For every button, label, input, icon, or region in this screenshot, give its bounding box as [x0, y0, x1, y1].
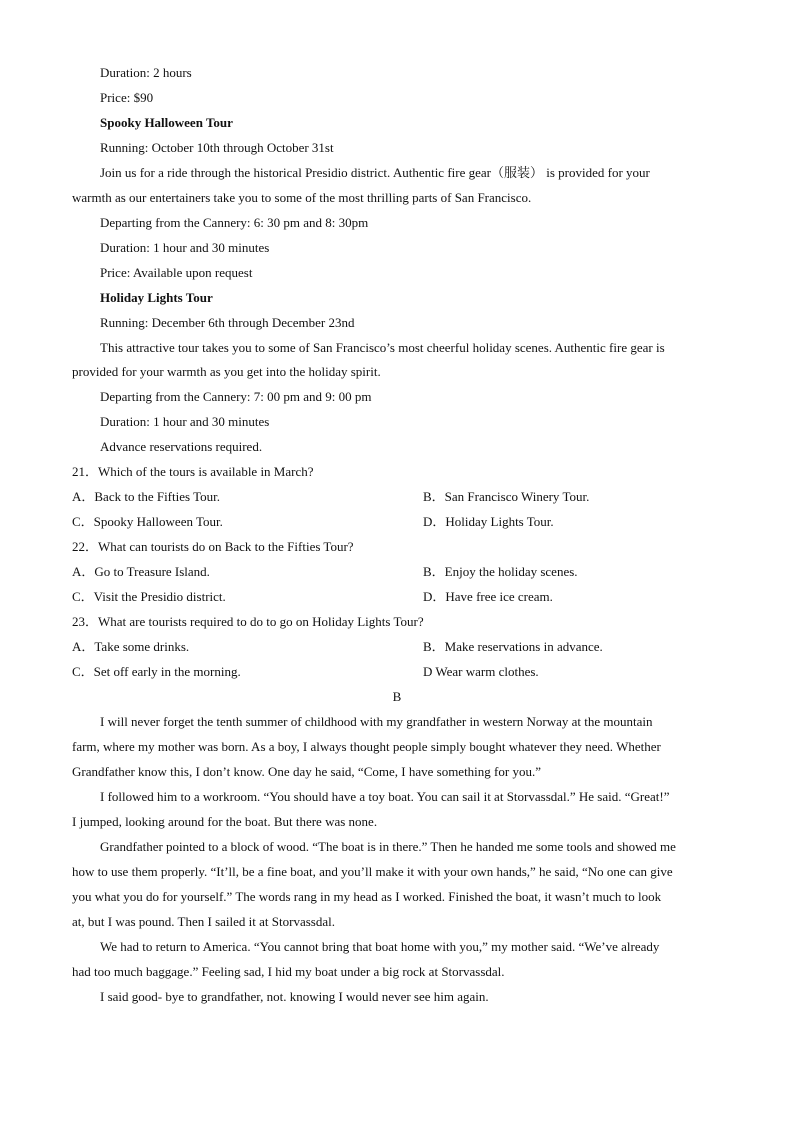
passage-b-p5-line1: I said good- bye to grandfather, not. knowing I would never see him again. — [100, 989, 489, 1004]
question-21-stem: 21．Which of the tours is available in March? — [72, 464, 314, 479]
question-22-option-c: C．Visit the Presidio district. — [72, 589, 226, 604]
question-21-option-c: C．Spooky Halloween Tour. — [72, 514, 223, 529]
halloween-desc-line2: warmth as our entertainers take you to some of the most thrilling parts of San Francisco. — [72, 190, 532, 205]
passage-b-p4-line1: We had to return to America. “You cannot bring that boat home with you,” my mother said. “We’ve already — [100, 939, 660, 954]
holiday-departing: Departing from the Cannery: 7: 00 pm and 9: 00 pm — [100, 389, 372, 404]
passage-b-p3-line1: Grandfather pointed to a block of wood. “The boat is in there.” Then he handed me some tools and showed me — [100, 839, 676, 854]
holiday-reservations: Advance reservations required. — [100, 439, 263, 454]
holiday-desc-line1: This attractive tour takes you to some of San Francisco’s most cheerful holiday scenes. Authentic fire gear is — [100, 340, 665, 355]
cannery-price: Price: $90 — [100, 90, 154, 105]
question-23-stem: 23．What are tourists required to do to go on Holiday Lights Tour? — [72, 614, 424, 629]
question-22-option-a: A．Go to Treasure Island. — [72, 564, 210, 579]
halloween-running: Running: October 10th through October 31st — [100, 140, 334, 155]
question-21-option-a: A．Back to the Fifties Tour. — [72, 489, 220, 504]
question-22-option-d: D．Have free ice cream. — [423, 589, 553, 604]
passage-b-p1-line1: I will never forget the tenth summer of childhood with my grandfather in western Norway at the mountain — [100, 714, 653, 729]
holiday-duration: Duration: 1 hour and 30 minutes — [100, 414, 270, 429]
question-23-option-b: B．Make reservations in advance. — [423, 639, 603, 654]
cannery-duration: Duration: 2 hours — [100, 65, 192, 80]
section-b-heading: B — [392, 689, 402, 704]
holiday-running: Running: December 6th through December 23nd — [100, 315, 355, 330]
holiday-title: Holiday Lights Tour — [100, 290, 213, 305]
question-21-option-b: B．San Francisco Winery Tour. — [423, 489, 590, 504]
question-23-option-a: A．Take some drinks. — [72, 639, 190, 654]
passage-b-p1-line3: Grandfather know this, I don’t know. One day he said, “Come, I have something for you.” — [72, 764, 541, 779]
passage-b-p1-line2: farm, where my mother was born. As a boy, I always thought people simply bought whatever they need. Whether — [72, 739, 661, 754]
question-23-option-c: C．Set off early in the morning. — [72, 664, 241, 679]
question-23-option-d: D Wear warm clothes. — [423, 664, 539, 679]
passage-b-p3-line3: you what you do for yourself.” The words rang in my head as I worked. Finished the boat, it wasn’t much to look — [72, 889, 662, 904]
question-21-option-d: D．Holiday Lights Tour. — [423, 514, 554, 529]
holiday-desc-line2: provided for your warmth as you get into the holiday spirit. — [72, 364, 381, 379]
question-22-stem: 22．What can tourists do on Back to the Fifties Tour? — [72, 539, 354, 554]
halloween-price: Price: Available upon request — [100, 265, 253, 280]
halloween-desc-line1: Join us for a ride through the historical Presidio district. Authentic fire gear（服装） is provided for your — [100, 165, 650, 180]
question-22-option-b: B．Enjoy the holiday scenes. — [423, 564, 578, 579]
passage-b-p2-line2: I jumped, looking around for the boat. But there was none. — [72, 814, 378, 829]
passage-b-p3-line4: at, but I was pound. Then I sailed it at Storvassdal. — [72, 914, 335, 929]
passage-b-p3-line2: how to use them properly. “It’ll, be a fine boat, and you’ll make it with your own hands,” he said, “No one can give — [72, 864, 673, 879]
halloween-departing: Departing from the Cannery: 6: 30 pm and 8: 30pm — [100, 215, 369, 230]
passage-b-p2-line1: I followed him to a workroom. “You should have a toy boat. You can sail it at Storvassdal.” He said. “Great!” — [100, 789, 670, 804]
halloween-duration: Duration: 1 hour and 30 minutes — [100, 240, 270, 255]
halloween-title: Spooky Halloween Tour — [100, 115, 233, 130]
passage-b-p4-line2: had too much baggage.” Feeling sad, I hid my boat under a big rock at Storvassdal. — [72, 964, 505, 979]
